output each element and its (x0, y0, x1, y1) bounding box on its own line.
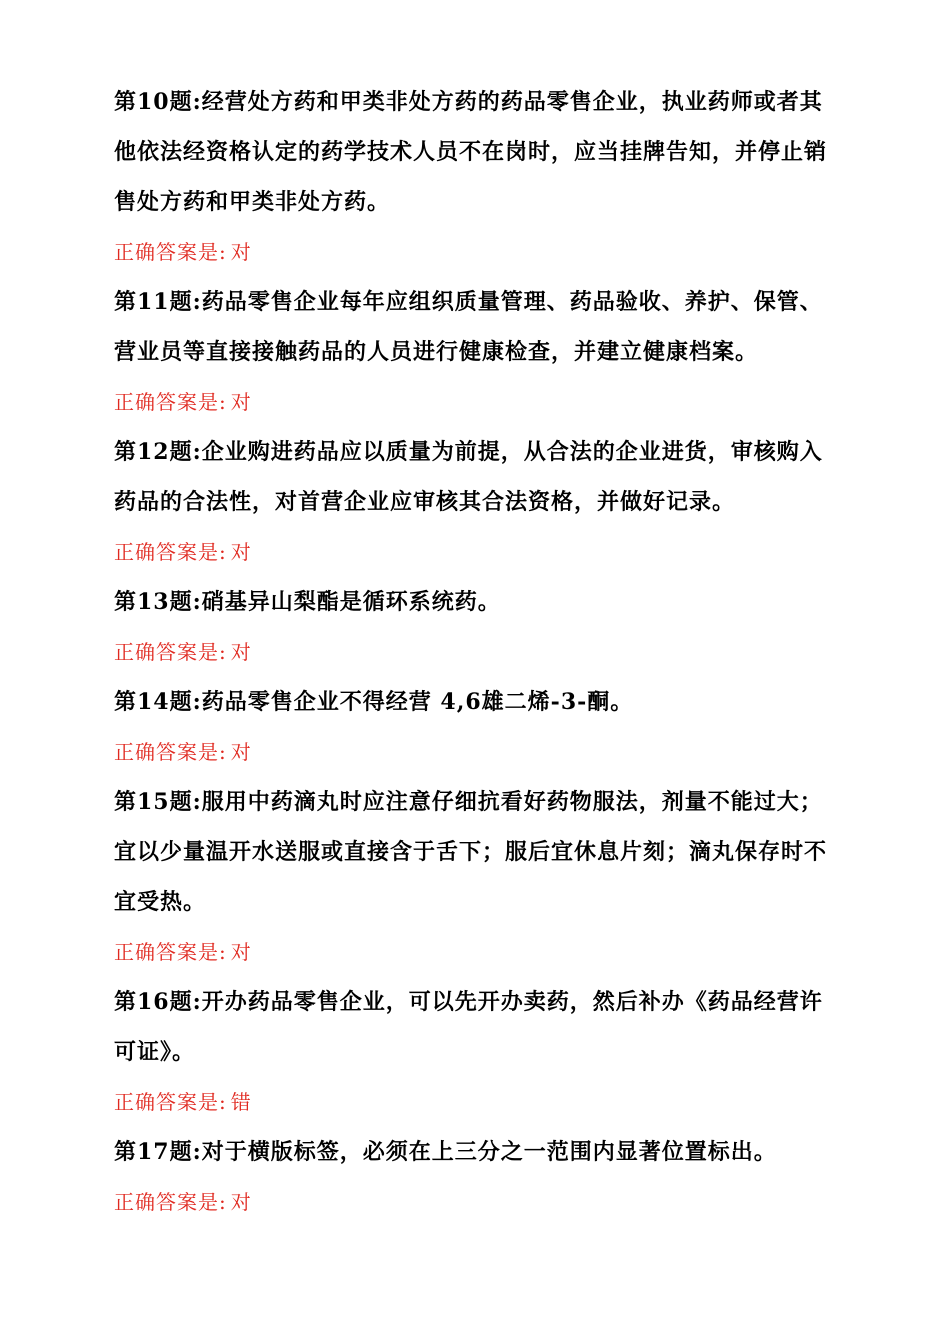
answer-label: 正确答案是: (114, 240, 227, 264)
question-10 (114, 77, 839, 227)
question-15 (114, 777, 839, 927)
question-prefix: 第11题: (114, 289, 202, 315)
question-prefix: 第15题: (114, 789, 202, 815)
answer-13 (114, 627, 839, 677)
answer-label: 正确答案是: (114, 1190, 227, 1214)
answer-value: 对 (230, 640, 252, 664)
question-text: 企业购进药品应以质量为前提，从合法的企业进货，审核购入药品的合法性，对首营企业应审核其合法资格，并做好记录。 (114, 439, 823, 515)
question-text: 经营处方药和甲类非处方药的药品零售企业，执业药师或者其他依法经资格认定的药学技术人员不在岗时，应当挂牌告知，并停止销售处方药和甲类非处方药。 (114, 89, 828, 215)
question-13 (114, 577, 839, 627)
answer-label: 正确答案是: (114, 1090, 227, 1114)
question-text: 对于横版标签，必须在上三分之一范围内显著位置标出。 (201, 1139, 777, 1165)
answer-label: 正确答案是: (114, 740, 227, 764)
question-text: 硝基异山梨酯是循环系统药。 (201, 589, 501, 615)
question-prefix: 第13题: (114, 589, 202, 615)
question-text: 药品零售企业每年应组织质量管理、药品验收、养护、保管、营业员等直接接触药品的人员进行健康检查，并建立健康档案。 (114, 289, 823, 365)
answer-value: 对 (230, 1190, 252, 1214)
question-16 (114, 977, 839, 1077)
answer-label: 正确答案是: (114, 640, 227, 664)
answer-12 (114, 527, 839, 577)
answer-label: 正确答案是: (114, 390, 227, 414)
answer-value: 对 (230, 940, 252, 964)
question-17 (114, 1127, 839, 1177)
answer-value: 对 (230, 540, 252, 564)
answer-label: 正确答案是: (114, 540, 227, 564)
question-text: 服用中药滴丸时应注意仔细抗看好药物服法，剂量不能过大；宜以少量温开水送服或直接含于舌下；服后宜休息片刻；滴丸保存时不宜受热。 (114, 789, 828, 915)
answer-value: 对 (230, 240, 252, 264)
answer-value: 对 (230, 390, 252, 414)
question-14 (114, 677, 839, 727)
answer-15 (114, 927, 839, 977)
question-prefix: 第10题: (114, 89, 202, 115)
answer-value: 对 (230, 740, 252, 764)
answer-10 (114, 227, 839, 277)
answer-value: 错 (230, 1090, 252, 1114)
question-prefix: 第12题: (114, 439, 202, 465)
document-page (114, 77, 839, 1227)
answer-label: 正确答案是: (114, 940, 227, 964)
question-prefix: 第16题: (114, 989, 202, 1015)
answer-14 (114, 727, 839, 777)
question-12 (114, 427, 839, 527)
answer-11 (114, 377, 839, 427)
question-prefix: 第14题: (114, 689, 202, 715)
question-text: 开办药品零售企业，可以先开办卖药，然后补办《药品经营许可证》。 (114, 989, 823, 1065)
answer-17 (114, 1177, 839, 1227)
answer-16 (114, 1077, 839, 1127)
question-prefix: 第17题: (114, 1139, 202, 1165)
question-11 (114, 277, 839, 377)
question-text: 药品零售企业不得经营 4,6雄二烯-3-酮。 (201, 689, 634, 715)
